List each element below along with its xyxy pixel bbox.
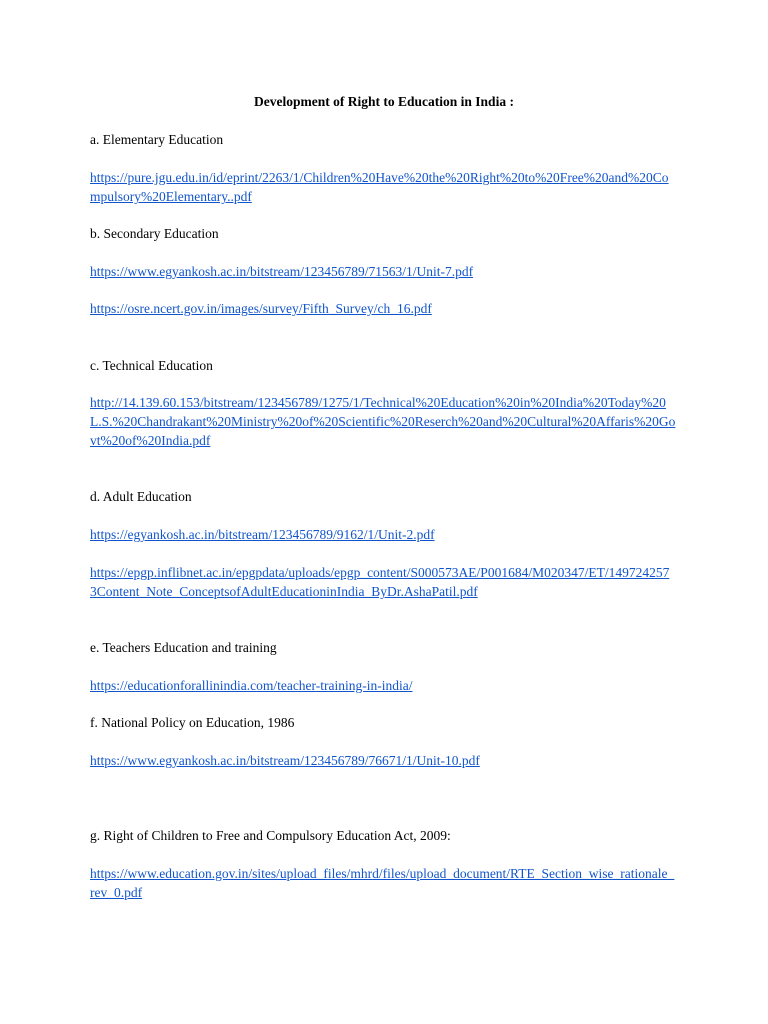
section-heading-secondary: b. Secondary Education — [90, 226, 219, 241]
link-secondary-education-2[interactable]: https://osre.ncert.gov.in/images/survey/Fifth_Survey/ch_16.pdf — [90, 301, 432, 316]
link-elementary-education[interactable]: https://pure.jgu.edu.in/id/eprint/2263/1/Children%20Have%20the%20Right%20to%20Free%20and%20Compulsory%20Elementary..pdf — [90, 170, 669, 204]
section-heading-teachers: e. Teachers Education and training — [90, 640, 277, 655]
section-heading-adult: d. Adult Education — [90, 489, 192, 504]
link-secondary-education-1[interactable]: https://www.egyankosh.ac.in/bitstream/123456789/71563/1/Unit-7.pdf — [90, 264, 474, 279]
link-rte-act[interactable]: https://www.education.gov.in/sites/upload_files/mhrd/files/upload_document/RTE_Section_wise_rationale_rev_0.pdf — [90, 866, 675, 900]
link-technical-education[interactable]: http://14.139.60.153/bitstream/123456789/1275/1/Technical%20Education%20in%20India%20Today%20L.S.%20Chandrakant%20Ministry%20of%20Scientific%20Reserch%20and%20Cultural%20Affaris%20Govt%20of%20India.pdf — [90, 395, 676, 448]
section-heading-technical: c. Technical Education — [90, 358, 213, 373]
document-title: Development of Right to Education in India : — [254, 94, 514, 109]
section-heading-rte-act: g. Right of Children to Free and Compulsory Education Act, 2009: — [90, 828, 451, 843]
section-heading-national-policy: f. National Policy on Education, 1986 — [90, 715, 295, 730]
link-adult-education-1[interactable]: https://egyankosh.ac.in/bitstream/123456789/9162/1/Unit-2.pdf — [90, 527, 435, 542]
link-adult-education-2[interactable]: https://epgp.inflibnet.ac.in/epgpdata/uploads/epgp_content/S000573AE/P001684/M020347/ET/1497242573Content_Note_ConceptsofAdultEducationinIndia_ByDr.AshaPatil.pdf — [90, 565, 670, 599]
link-national-policy[interactable]: https://www.egyankosh.ac.in/bitstream/123456789/76671/1/Unit-10.pdf — [90, 753, 480, 768]
link-teachers-education[interactable]: https://educationforallinindia.com/teacher-training-in-india/ — [90, 678, 413, 693]
section-heading-elementary: a. Elementary Education — [90, 132, 224, 147]
